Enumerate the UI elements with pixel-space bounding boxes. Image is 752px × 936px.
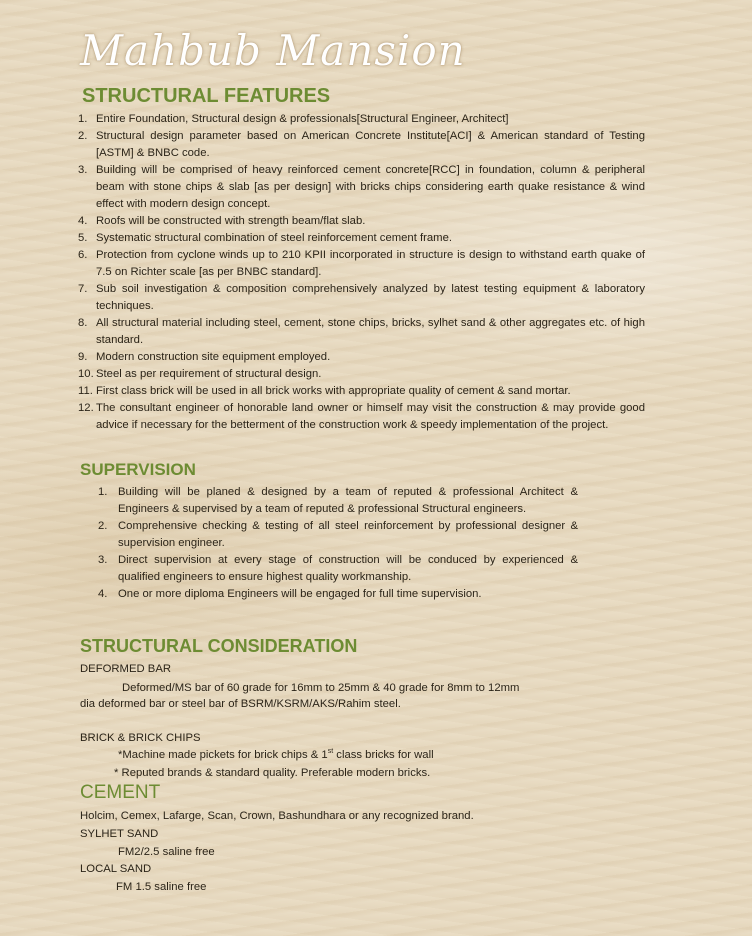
item-number: 4. bbox=[78, 215, 88, 227]
item-number: 9. bbox=[78, 351, 88, 363]
item-number: 8. bbox=[78, 317, 88, 329]
list-item bbox=[98, 552, 578, 586]
item-text: Building will be comprised of heavy reinforced cement concrete[RCC] in foundation, column & peripheral beam with stone chips & slab [as per design] with bricks chips considering earth quake resistance & wind effect with modern design concept. bbox=[96, 164, 645, 210]
brick-chips-line bbox=[118, 747, 434, 764]
item-text: Sub soil investigation & composition comprehensively analyzed by latest testing equipment & laboratory techniques. bbox=[96, 283, 645, 312]
list-item bbox=[78, 315, 645, 349]
item-text: All structural material including steel, cement, stone chips, bricks, sylhet sand & other aggregates etc. of high standard. bbox=[96, 317, 645, 346]
item-number: 4. bbox=[98, 588, 108, 600]
structural-consideration-heading: STRUCTURAL CONSIDERATION bbox=[80, 636, 358, 656]
deformed-bar-text: Deformed/MS bar of 60 grade for 16mm to 25mm & 40 grade for 8mm to 12mm bbox=[122, 682, 520, 694]
structural-features-heading: STRUCTURAL FEATURES bbox=[82, 85, 331, 107]
list-item bbox=[98, 586, 578, 603]
brick-chips-label: BRICK & BRICK CHIPS bbox=[80, 732, 201, 744]
item-text: Entire Foundation, Structural design & professionals[Structural Engineer, Architect] bbox=[96, 113, 509, 125]
structural-features-list bbox=[78, 111, 645, 434]
local-sand-label: LOCAL SAND bbox=[80, 863, 152, 875]
list-item bbox=[78, 247, 645, 281]
brick-quality-text: * Reputed brands & standard quality. Preferable modern bricks. bbox=[114, 767, 431, 779]
item-text: Building will be planed & designed by a team of reputed & professional Architect & Engineers & supervised by a team of reputed & professional Structural engineers. bbox=[118, 486, 578, 515]
local-sand-value: FM 1.5 saline free bbox=[116, 881, 207, 893]
list-item bbox=[78, 400, 645, 434]
list-item bbox=[78, 230, 645, 247]
supervision-list bbox=[98, 484, 578, 603]
sylhet-sand-label: SYLHET SAND bbox=[80, 828, 159, 840]
list-item bbox=[78, 162, 645, 213]
item-number: 1. bbox=[98, 486, 108, 498]
list-item bbox=[78, 281, 645, 315]
item-text: Direct supervision at every stage of construction will be conduced by experienced & qualified engineers to ensure highest quality workmanship. bbox=[118, 554, 578, 583]
item-number: 1. bbox=[78, 113, 88, 125]
list-item bbox=[98, 484, 578, 518]
item-text: Systematic structural combination of steel reinforcement cement frame. bbox=[96, 232, 452, 244]
item-number: 2. bbox=[98, 520, 108, 532]
cement-brands-text: Holcim, Cemex, Lafarge, Scan, Crown, Bashundhara or any recognized brand. bbox=[80, 810, 474, 822]
item-number: 3. bbox=[78, 164, 88, 176]
list-item bbox=[78, 111, 645, 128]
item-text: Modern construction site equipment employed. bbox=[96, 351, 331, 363]
item-number: 3. bbox=[98, 554, 108, 566]
item-text: First class brick will be used in all brick works with appropriate quality of cement & sand mortar. bbox=[96, 385, 571, 397]
ordinal-suffix: st bbox=[327, 748, 334, 756]
item-text: Comprehensive checking & testing of all steel reinforcement by professional designer & supervision engineer. bbox=[118, 520, 578, 549]
item-number: 2. bbox=[78, 130, 88, 142]
sylhet-sand-value: FM2/2.5 saline free bbox=[118, 846, 215, 858]
brick-chips-text-end: class bricks for wall bbox=[333, 749, 434, 761]
item-text: Steel as per requirement of structural design. bbox=[96, 368, 322, 380]
item-text: One or more diploma Engineers will be engaged for full time supervision. bbox=[118, 588, 482, 600]
deformed-bar-label: DEFORMED BAR bbox=[80, 663, 172, 675]
list-item bbox=[98, 518, 578, 552]
page-title: Mahbub Mansion bbox=[80, 26, 466, 75]
item-text: The consultant engineer of honorable land owner or himself may visit the construction & may provide good advice if necessary for the betterment of the construction work & speedy implementation of the project. bbox=[96, 402, 645, 431]
item-text: Protection from cyclone winds up to 210 KPII incorporated in structure is design to withstand earth quake of 7.5 on Richter scale [as per BNBC standard]. bbox=[96, 249, 645, 278]
supervision-heading: SUPERVISION bbox=[80, 460, 196, 479]
item-number: 7. bbox=[78, 283, 88, 295]
list-item bbox=[78, 213, 645, 230]
deformed-bar-text-continued: dia deformed bar or steel bar of BSRM/KSRM/AKS/Rahim steel. bbox=[80, 698, 401, 710]
item-text: Structural design parameter based on American Concrete Institute[ACI] & American standard of Testing [ASTM] & BNBC code. bbox=[96, 130, 645, 159]
item-number: 6. bbox=[78, 249, 88, 261]
item-number: 12. bbox=[78, 402, 94, 414]
list-item bbox=[78, 383, 645, 400]
list-item bbox=[78, 366, 645, 383]
list-item bbox=[78, 128, 645, 162]
brick-chips-text: *Machine made pickets for brick chips & 1 bbox=[118, 749, 328, 761]
cement-heading: CEMENT bbox=[80, 782, 161, 803]
item-number: 5. bbox=[78, 232, 88, 244]
item-number: 10. bbox=[78, 368, 94, 380]
list-item bbox=[78, 349, 645, 366]
item-text: Roofs will be constructed with strength beam/flat slab. bbox=[96, 215, 366, 227]
item-number: 11. bbox=[78, 385, 93, 397]
